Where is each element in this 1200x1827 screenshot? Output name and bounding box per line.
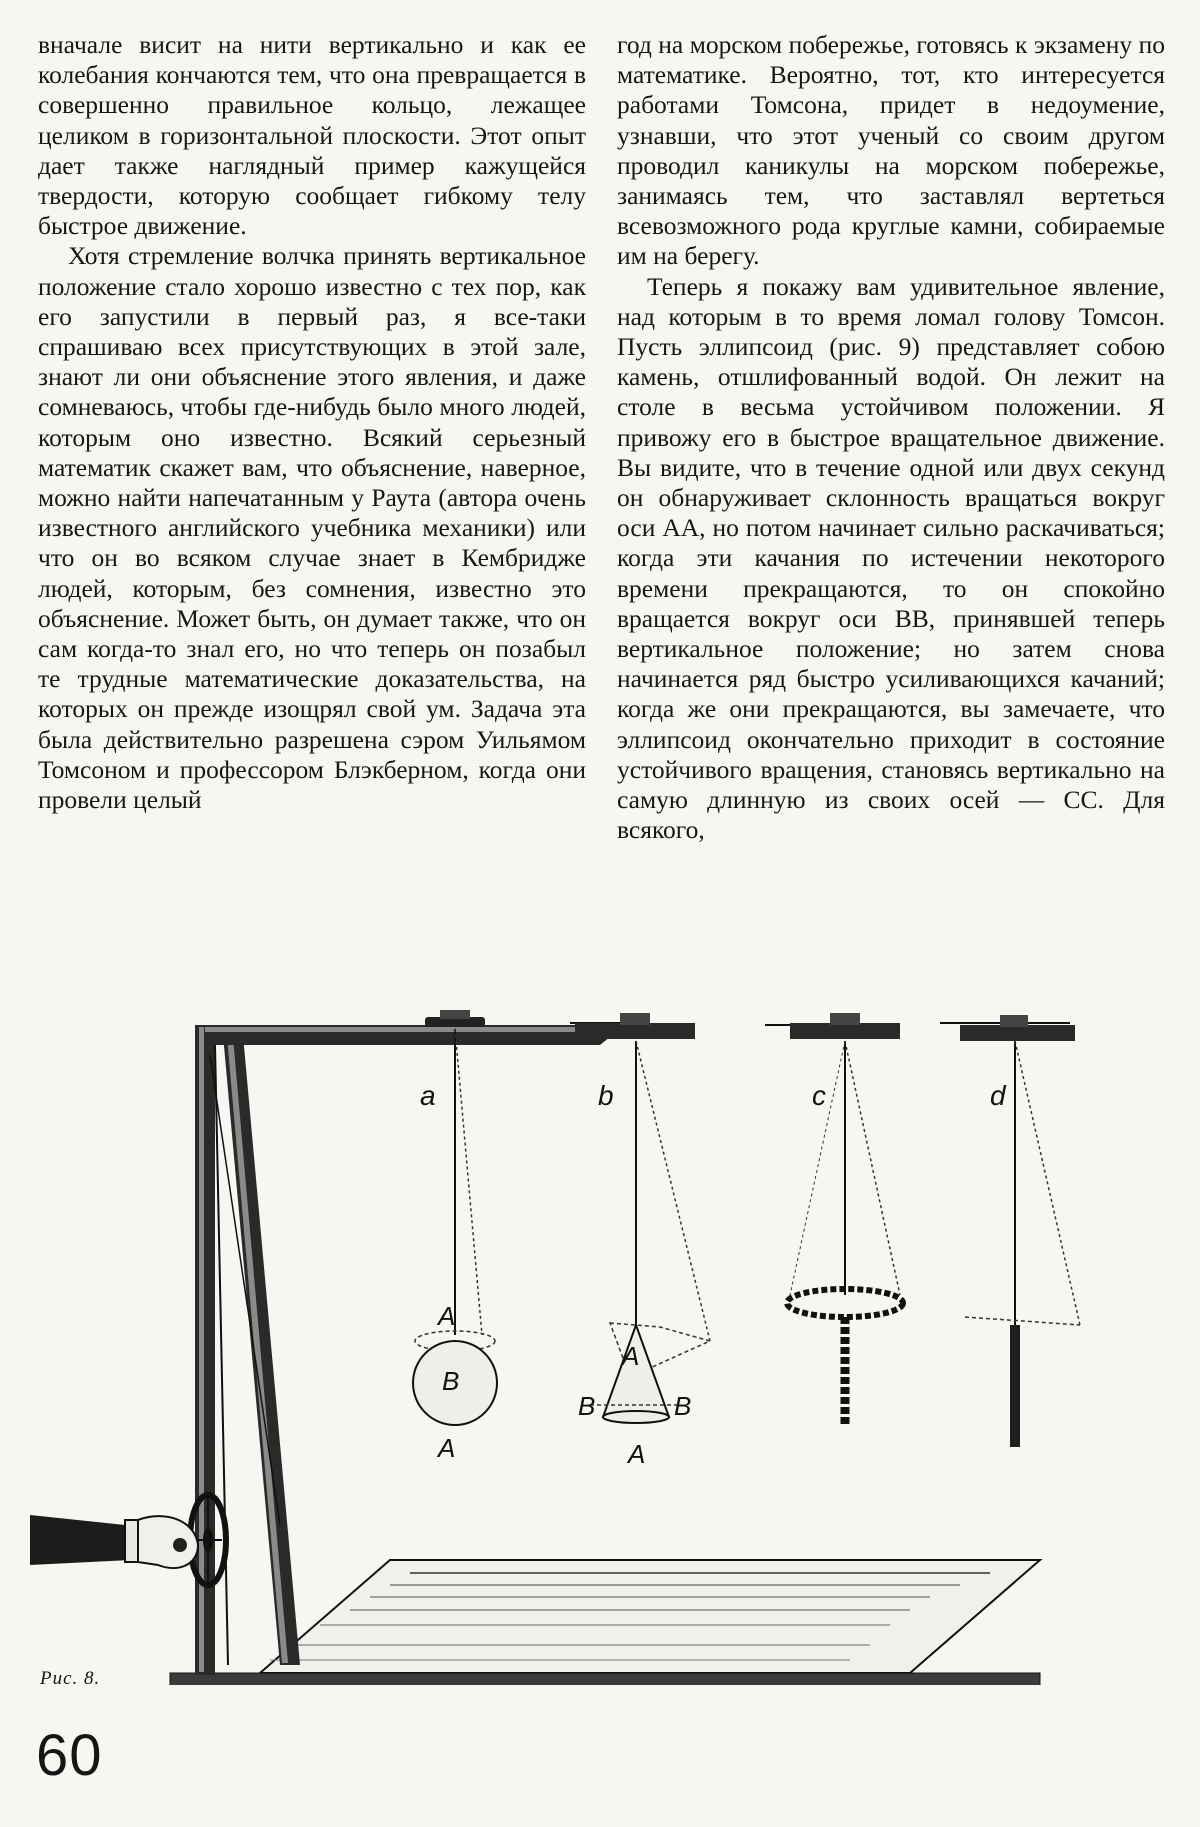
label-sphere-bottom: A bbox=[438, 1433, 456, 1463]
label-cone-top: A bbox=[622, 1341, 640, 1371]
label-sphere-top: A bbox=[438, 1301, 456, 1331]
page-number: 60 bbox=[36, 1723, 103, 1788]
figure-8-illustration bbox=[30, 1005, 1170, 1685]
paragraph: год на морском побережье, готовясь к экзамену по математике. Вероятно, тот, кто интересуется работами Томсона, придет в недоумение, узнавши, что этот ученый со своим другом проводил каникулы на морском побережье, занимаясь тем, что заставлял вертеться всевозможного рода круглые камни, собираемые им на берегу. bbox=[617, 30, 1165, 271]
paragraph: вначале висит на нити вертикально и как ее колебания кончаются тем, что она превращается в совершенно правильное кольцо, лежащее целиком в горизонтальной плоскости. Этот опыт дает также наглядный пример кажущейся твердости, которую сообщает гибкому телу быстрое движение. bbox=[38, 30, 586, 241]
label-c: c bbox=[812, 1080, 826, 1111]
label-a: a bbox=[420, 1080, 436, 1111]
table-illustration bbox=[170, 1560, 1040, 1685]
pulley-c bbox=[790, 1013, 900, 1039]
left-text-column bbox=[38, 30, 586, 815]
paragraph: Хотя стремление волчка принять вертикальное положение стало хорошо известно с тех пор, как его запустили в первый раз, я все-таки спрашиваю всех присутствующих в этой зале, знают ли они объяснение этого явления, и даже сомневаюсь, чтобы где-нибудь было много людей, которым оно известно. Всякий серьезный математик скажет вам, что объяснение, наверное, можно найти напечатанным у Раута (автора очень известного английского учебника механики) или что он во всяком случае знает в Кембридже людей, которым, без сомнения, известно это объяснение. Может быть, он думает также, что он сам когда-то знал его, но что теперь он позабыл те трудные математические доказательства, на которых он прежде изощрял свой ум. Задача эта была действительно разрешена сэром Уильямом Томсоном и профессором Блэкберном, когда они провели целый bbox=[38, 241, 586, 815]
pulley-d bbox=[960, 1015, 1075, 1041]
pulley-a bbox=[425, 1010, 485, 1027]
paragraph: Теперь я покажу вам удивительное явление, над которым в то время ломал голову Томсон. Пусть эллипсоид (рис. 9) представляет собою камень, отшлифованный водой. Он лежит на столе в весьма устойчивом положении. Я привожу его в быстрое вращательное движение. Вы видите, что в течение одной или двух секунд он обнаруживает склонность вращаться вокруг оси AA, но потом начинает сильно раскачиваться; когда эти качания по истечении некоторого времени прекращаются, то он спокойно вращается вокруг оси BB, принявшей теперь вертикальное положение; но затем снова начинается ряд быстро усиливающихся качаний; когда же они прекращаются, вы замечаете, что эллипсоид окончательно приходит в состояние устойчивого вращения, становясь вертикально на самую длинную из своих осей — CC. Для всякого, bbox=[617, 271, 1165, 845]
apparatus-d-rod bbox=[965, 1041, 1080, 1447]
label-b: b bbox=[598, 1080, 614, 1111]
label-d: d bbox=[990, 1080, 1006, 1111]
label-cone-bottom: A bbox=[628, 1439, 646, 1469]
apparatus-c-chain bbox=[787, 1041, 903, 1425]
hand-illustration bbox=[30, 1515, 198, 1568]
label-cone-right: B bbox=[674, 1391, 692, 1421]
right-text-column bbox=[617, 30, 1165, 845]
figure-caption: Рис. 8. bbox=[40, 1668, 101, 1689]
pulley-b bbox=[575, 1013, 695, 1039]
label-sphere-center: B bbox=[442, 1366, 460, 1396]
label-cone-left: B bbox=[578, 1391, 596, 1421]
